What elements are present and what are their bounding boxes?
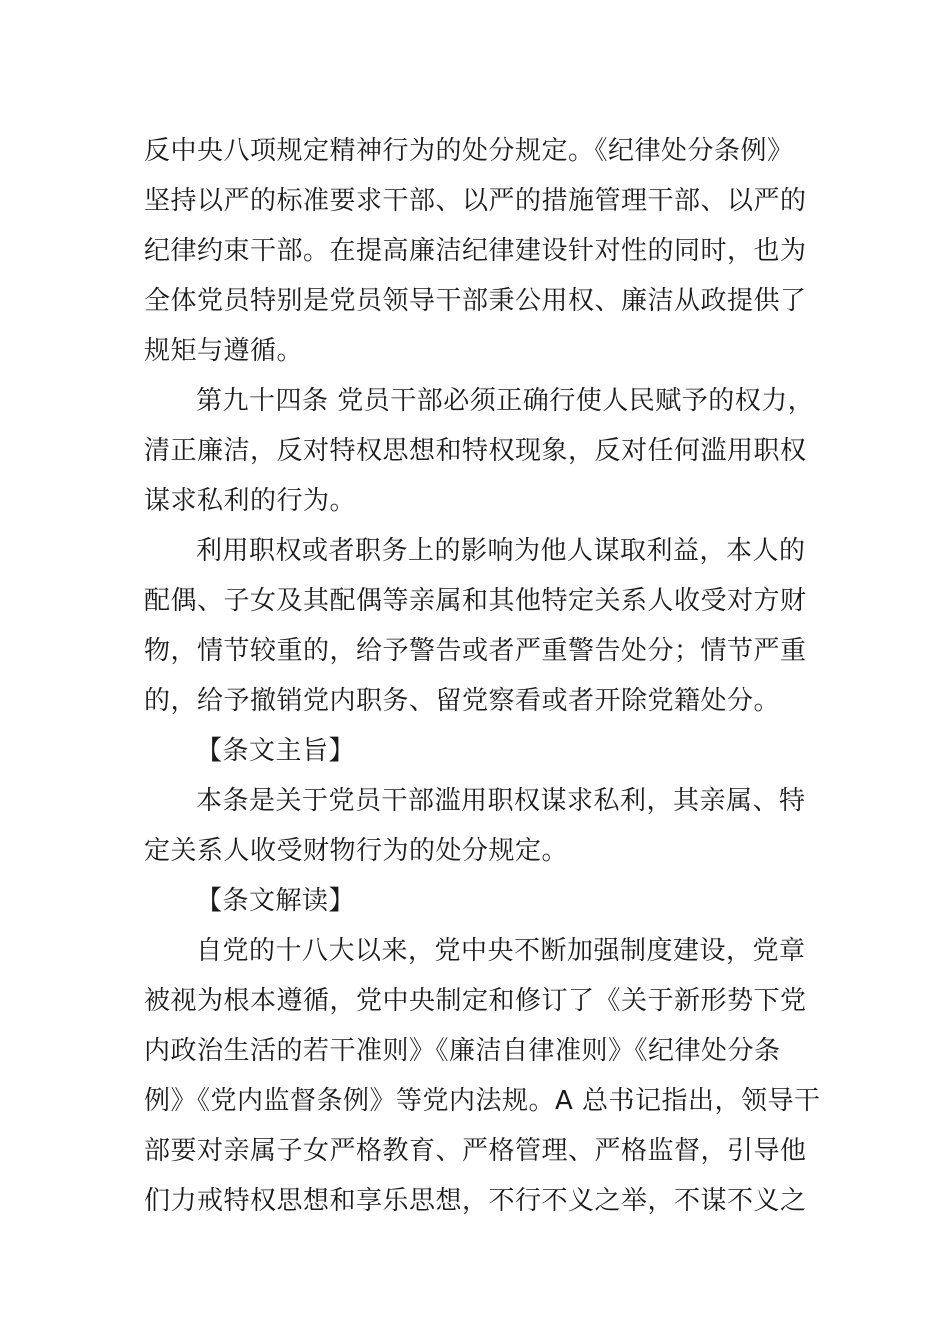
text-line: 全体党员特别是党员领导干部秉公用权、廉洁从政提供了 xyxy=(144,286,807,316)
text-line: 纪律约束干部。在提高廉洁纪律建设针对性的同时，也为 xyxy=(144,236,807,266)
text-line: 清正廉洁，反对特权思想和特权现象，反对任何滥用职权 xyxy=(144,436,807,466)
paragraph-article-94 xyxy=(144,376,815,526)
paragraph xyxy=(144,926,821,1226)
section-heading-purpose xyxy=(144,726,808,776)
paragraph xyxy=(144,776,808,876)
paragraph xyxy=(144,526,808,726)
text-line: 定关系人收受财物行为的处分规定。 xyxy=(144,836,569,866)
text-line: 部要对亲属子女严格教育、严格管理、严格监督，引导他 xyxy=(144,1136,807,1166)
text-line: 利用职权或者职务上的影响为他人谋取利益，本人的 xyxy=(196,536,806,566)
document-body xyxy=(144,126,821,1226)
text-line: 谋求私利的行为。 xyxy=(144,486,357,516)
text-line: 规矩与遵循。 xyxy=(144,336,304,366)
section-heading: 【条文解读】 xyxy=(196,886,356,916)
paragraph xyxy=(144,126,808,376)
text-line: 配偶、子女及其配偶等亲属和其他特定关系人收受对方财 xyxy=(144,586,807,616)
text-line: 坚持以严的标准要求干部、以严的措施管理干部、以严的 xyxy=(144,186,807,216)
text-line: 第九十四条 党员干部必须正确行使人民赋予的权力， xyxy=(196,386,815,416)
text-line: 例》《党内监督条例》等党内法规。A 总书记指出，领导干 xyxy=(144,1086,821,1116)
text-line: 内政治生活的若干准则》《廉洁自律准则》《纪律处分条 xyxy=(144,1036,781,1066)
text-line: 本条是关于党员干部滥用职权谋求私利，其亲属、特 xyxy=(196,786,806,816)
section-heading: 【条文主旨】 xyxy=(196,736,356,766)
section-heading-interpretation xyxy=(144,876,808,926)
text-line: 自党的十八大以来，党中央不断加强制度建设，党章 xyxy=(196,936,806,966)
text-line: 的，给予撤销党内职务、留党察看或者开除党籍处分。 xyxy=(144,686,781,716)
text-line: 们力戒特权思想和享乐思想，不行不义之举，不谋不义之 xyxy=(144,1186,807,1216)
text-line: 物，情节较重的，给予警告或者严重警告处分；情节严重 xyxy=(144,636,807,666)
text-line: 反中央八项规定精神行为的处分规定。《纪律处分条例》 xyxy=(144,136,794,166)
text-line: 被视为根本遵循，党中央制定和修订了《关于新形势下党 xyxy=(144,986,807,1016)
